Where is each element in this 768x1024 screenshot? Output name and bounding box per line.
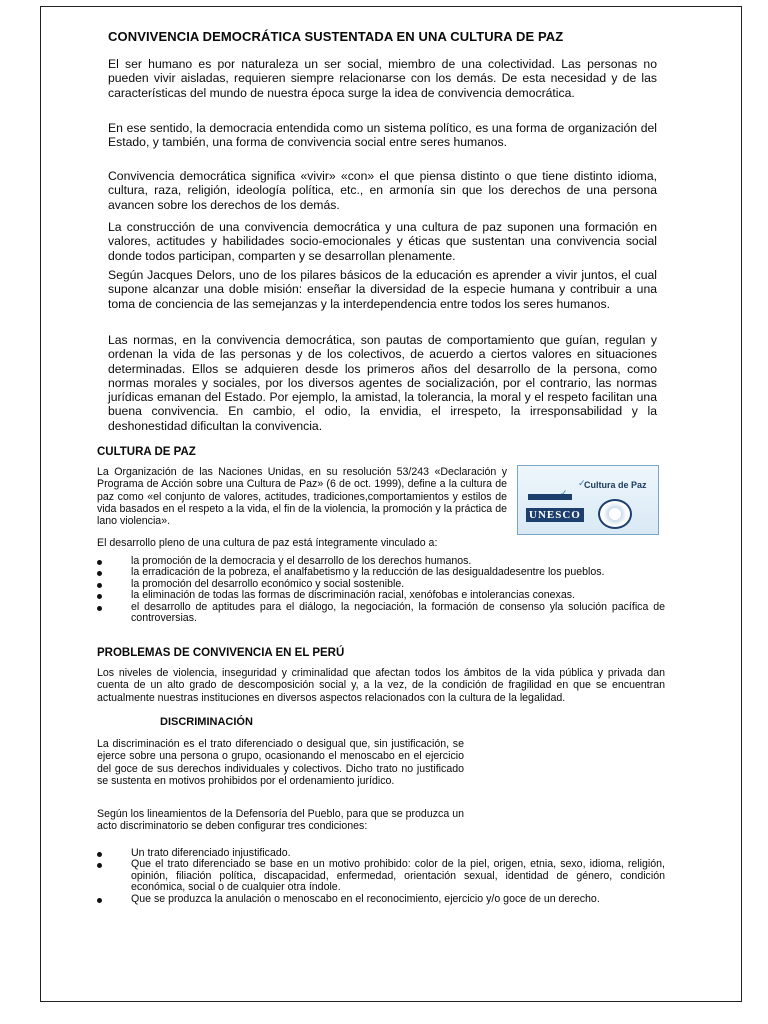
section-heading-discriminacion: DISCRIMINACIÓN — [160, 716, 253, 728]
paragraph-discriminacion-1: La discriminación es el trato diferenciado o desigual que, sin justificación, se ejerce sobre una persona o grupo, ocasionando el menoscabo en el ejercicio del goce de sus derechos individuales y colectivos. Dicho trato no justificado se sustenta en motivos prohibidos por el ordenamiento jurídico. — [97, 738, 464, 787]
unesco-temple-icon — [528, 494, 572, 506]
list-item: la promoción del desarrollo económico y social sostenible. — [97, 579, 665, 590]
bullet-icon — [97, 852, 102, 857]
cultura-paz-list — [97, 556, 665, 624]
logo-caption: Cultura de Paz — [584, 480, 647, 490]
paragraph-problemas: Los niveles de violencia, inseguridad y criminalidad que afectan todos los ámbitos de la vida pública y privada dan cuenta de un alto grado de descomposición social y, a la vez, de la condición de fragilidad en que se encuentran actualmente nuestras instituciones en diversos aspectos relacionados con la cultura de la legalidad. — [97, 667, 665, 704]
paragraph-intro-2: En ese sentido, la democracia entendida como un sistema político, es una forma de organización del Estado, y también, una forma de convivencia social entre seres humanos. — [108, 121, 657, 150]
bullet-icon — [97, 606, 102, 611]
section-heading-problemas: PROBLEMAS DE CONVIVENCIA EN EL PERÚ — [97, 647, 345, 659]
list-item: Que se produzca la anulación o menoscabo en el reconocimiento, ejercicio y/o goce de un derecho. — [97, 894, 665, 905]
cultura-de-paz-logo — [517, 465, 659, 535]
list-item: Un trato diferenciado injustificado. — [97, 848, 665, 859]
paragraph-intro-6: Las normas, en la convivencia democrática, son pautas de comportamiento que guían, regulan y ordenan la vida de las personas y de los colectivos, de acuerdo a ciertos valores en situaciones determinadas. Ellos se adquieren desde los primeros años del desarrollo de la persona, como normas morales y sociales, por los diversos agentes de socialización, por el contrario, las normas jurídicas emanan del Estado. Por ejemplo, la amistad, la tolerancia, la moral y el respeto facilitan una buena convivencia. En cambio, el odio, la envidia, el irrespeto, la irresponsabilidad y la deshonestidad dificultan la convivencia. — [108, 333, 657, 433]
section-heading-cultura-paz: CULTURA DE PAZ — [97, 446, 196, 458]
paragraph-intro-3: Convivencia democrática significa «vivir» «con» el que piensa distinto o que tiene distinto idioma, cultura, raza, religión, ideología política, etc., en armonía sin que los derechos de una persona avancen sobre los derechos de los demás. — [108, 169, 657, 212]
bullet-icon — [97, 594, 102, 599]
paragraph-discriminacion-2: Según los lineamientos de la Defensoría del Pueblo, para que se produzca un acto discriminatorio se deben configurar tres condiciones: — [97, 808, 464, 833]
bullet-icon — [97, 863, 102, 868]
list-item: Que el trato diferenciado se base en un motivo prohibido: color de la piel, origen, etnia, sexo, idioma, religión, opinión, filiación política, discapacidad, enfermedad, orientación sexual, identidad de género, condición económica, social o de cualquier otra índole. — [97, 859, 665, 893]
unesco-wordmark: UNESCO — [526, 508, 584, 522]
bullet-icon — [97, 583, 102, 588]
paragraph-intro-4: La construcción de una convivencia democrática y una cultura de paz suponen una formación en valores, actitudes y habilidades socio-emocionales y éticas que sustentan una convivencia social donde todos participan, comparten y se desarrollan plenamente. — [108, 220, 657, 263]
list-item: la erradicación de la pobreza, el analfabetismo y la reducción de las desigualdadesentre los pueblos. — [97, 567, 665, 578]
dove-icon: ✓ — [578, 478, 586, 488]
document-title: CONVIVENCIA DEMOCRÁTICA SUSTENTADA EN UNA CULTURA DE PAZ — [108, 29, 564, 44]
bullet-icon — [97, 571, 102, 576]
list-item: el desarrollo de aptitudes para el diálogo, la negociación, la formación de consenso yla solución pacífica de controversias. — [97, 602, 665, 625]
cultura-paz-lead: El desarrollo pleno de una cultura de paz está íntegramente vinculado a: — [97, 537, 438, 549]
bullet-icon — [97, 898, 102, 903]
un-globe-icon — [598, 499, 632, 529]
dove-icon: ✓ — [560, 488, 568, 498]
list-item: la promoción de la democracia y el desarrollo de los derechos humanos. — [97, 556, 665, 567]
paragraph-intro-5: Según Jacques Delors, uno de los pilares básicos de la educación es aprender a vivir juntos, el cual supone alcanzar una doble misión: enseñar la diversidad de la especie humana y contribuir a una toma de conciencia de las semejanzas y la interdependencia entre todos los seres humanos. — [108, 268, 657, 311]
paragraph-intro-1: El ser humano es por naturaleza un ser social, miembro de una colectividad. Las personas no pueden vivir aisladas, requieren siempre relacionarse con los demás. De esta necesidad y de las características del mundo de nuestra época surge la idea de convivencia democrática. — [108, 57, 657, 100]
list-item: la eliminación de todas las formas de discriminación racial, xenófobas e intolerancias conexas. — [97, 590, 665, 601]
discriminacion-list — [97, 848, 665, 905]
paragraph-cultura-paz: La Organización de las Naciones Unidas, en su resolución 53/243 «Declaración y Programa de Acción sobre una Cultura de Paz» (6 de oct. 1999), define a la cultura de paz como «el conjunto de valores, actitudes, tradiciones,comportamientos y estilos de vida basados en el respeto a la vida, el fin de la violencia, la promoción y la práctica de lano violencia». — [97, 466, 507, 528]
bullet-icon — [97, 560, 102, 565]
